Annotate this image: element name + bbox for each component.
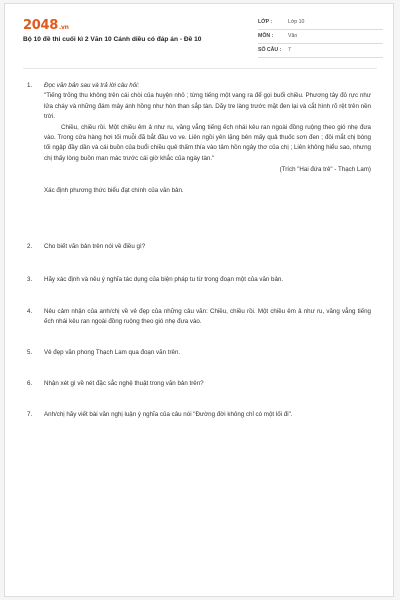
question-body	[44, 81, 371, 196]
logo-text: 2048	[23, 18, 58, 33]
question-text: Anh/chị hãy viết bài văn nghị luận ý nghĩa của câu nói "Đường đời không chỉ có một lối đi".	[44, 411, 293, 418]
meta-value: Lớp 10	[288, 19, 305, 25]
question-number: 5.	[27, 349, 33, 356]
question-text: Hãy xác định và nêu ý nghĩa tác dụng của biện pháp tu từ trong đoạn một của văn bản.	[44, 276, 284, 283]
question-number: 2.	[27, 243, 33, 250]
question-text: Nêu cảm nhận của anh/chị về vẻ đẹp của những câu văn: Chiều, chiều rồi. Một chiều êm ả như ru, văng vẳng tiếng ếch nhái kêu ran ngoài đồng ruộng theo gió nhẹ đưa vào.	[44, 308, 371, 326]
site-logo[interactable]	[23, 18, 69, 33]
question-text: Cho biết văn bản trên nói về điều gì?	[44, 243, 146, 250]
passage-source: (Trích "Hai đứa trẻ" - Thạch Lam)	[279, 166, 371, 174]
question-number: 1.	[27, 82, 33, 89]
question-number: 3.	[27, 276, 33, 283]
passage	[44, 91, 371, 164]
meta-key: MÔN :	[258, 33, 274, 39]
document-page	[4, 3, 394, 597]
question-number: 4.	[27, 308, 33, 315]
question-instruction: Đọc văn bản sau và trả lời câu hỏi:	[44, 82, 140, 89]
meta-row-subject	[258, 30, 383, 44]
passage-paragraph-2: Chiều, chiều rồi. Một chiều êm ả như ru, văng vẳng tiếng ếch nhái kêu ran ngoài đồng ruộng theo gió nhẹ đưa vào. Trong cửa hàng hơi tối muỗi đã bắt đầu vo ve. Liên ngồi yên lặng bên mấy quả thuốc sơn đen ; đôi mắt chị bóng tối ngập đầy dần và cái buồn của buổi chiều quê thấm thía vào tâm hồn ngây thơ của chị ; Liên không hiểu sao, nhưng chị thấy lòng buồn man mác trước cái giờ khắc của ngày tàn."	[44, 123, 371, 162]
question-task: Xác định phương thức biểu đạt chính của văn bản.	[44, 186, 184, 194]
question-text: Nhận xét gì về nét đặc sắc nghệ thuật trong văn bản trên?	[44, 380, 204, 387]
question-number: 6.	[27, 380, 33, 387]
meta-value: 7	[288, 47, 291, 53]
meta-table	[258, 16, 383, 58]
question-text: Vẻ đẹp văn phong Thạch Lam qua đoạn văn trên.	[44, 349, 181, 356]
meta-row-count	[258, 44, 383, 58]
meta-row-class	[258, 16, 383, 30]
logo-suffix: .vn	[58, 24, 69, 31]
header-divider	[23, 68, 377, 69]
passage-paragraph-1: "Tiếng trống thu không trên cái chòi của huyện nhỏ ; từng tiếng một vang ra để gọi buổi chiều. Phương tây đỏ rực như lửa cháy và những đám mây ánh hồng như hòn than sắp tàn. Dãy tre làng trước mặt đen lại và cắt hình rõ rệt trên nền trời.	[44, 92, 371, 121]
question-number: 7.	[27, 411, 33, 418]
meta-value: Văn	[288, 33, 298, 39]
meta-key: SỐ CÂU :	[258, 47, 282, 53]
document-title: Bộ 10 đề thi cuối kì 2 Văn 10 Cánh diều có đáp án - Đề 10	[23, 36, 202, 43]
meta-key: LỚP :	[258, 19, 273, 25]
